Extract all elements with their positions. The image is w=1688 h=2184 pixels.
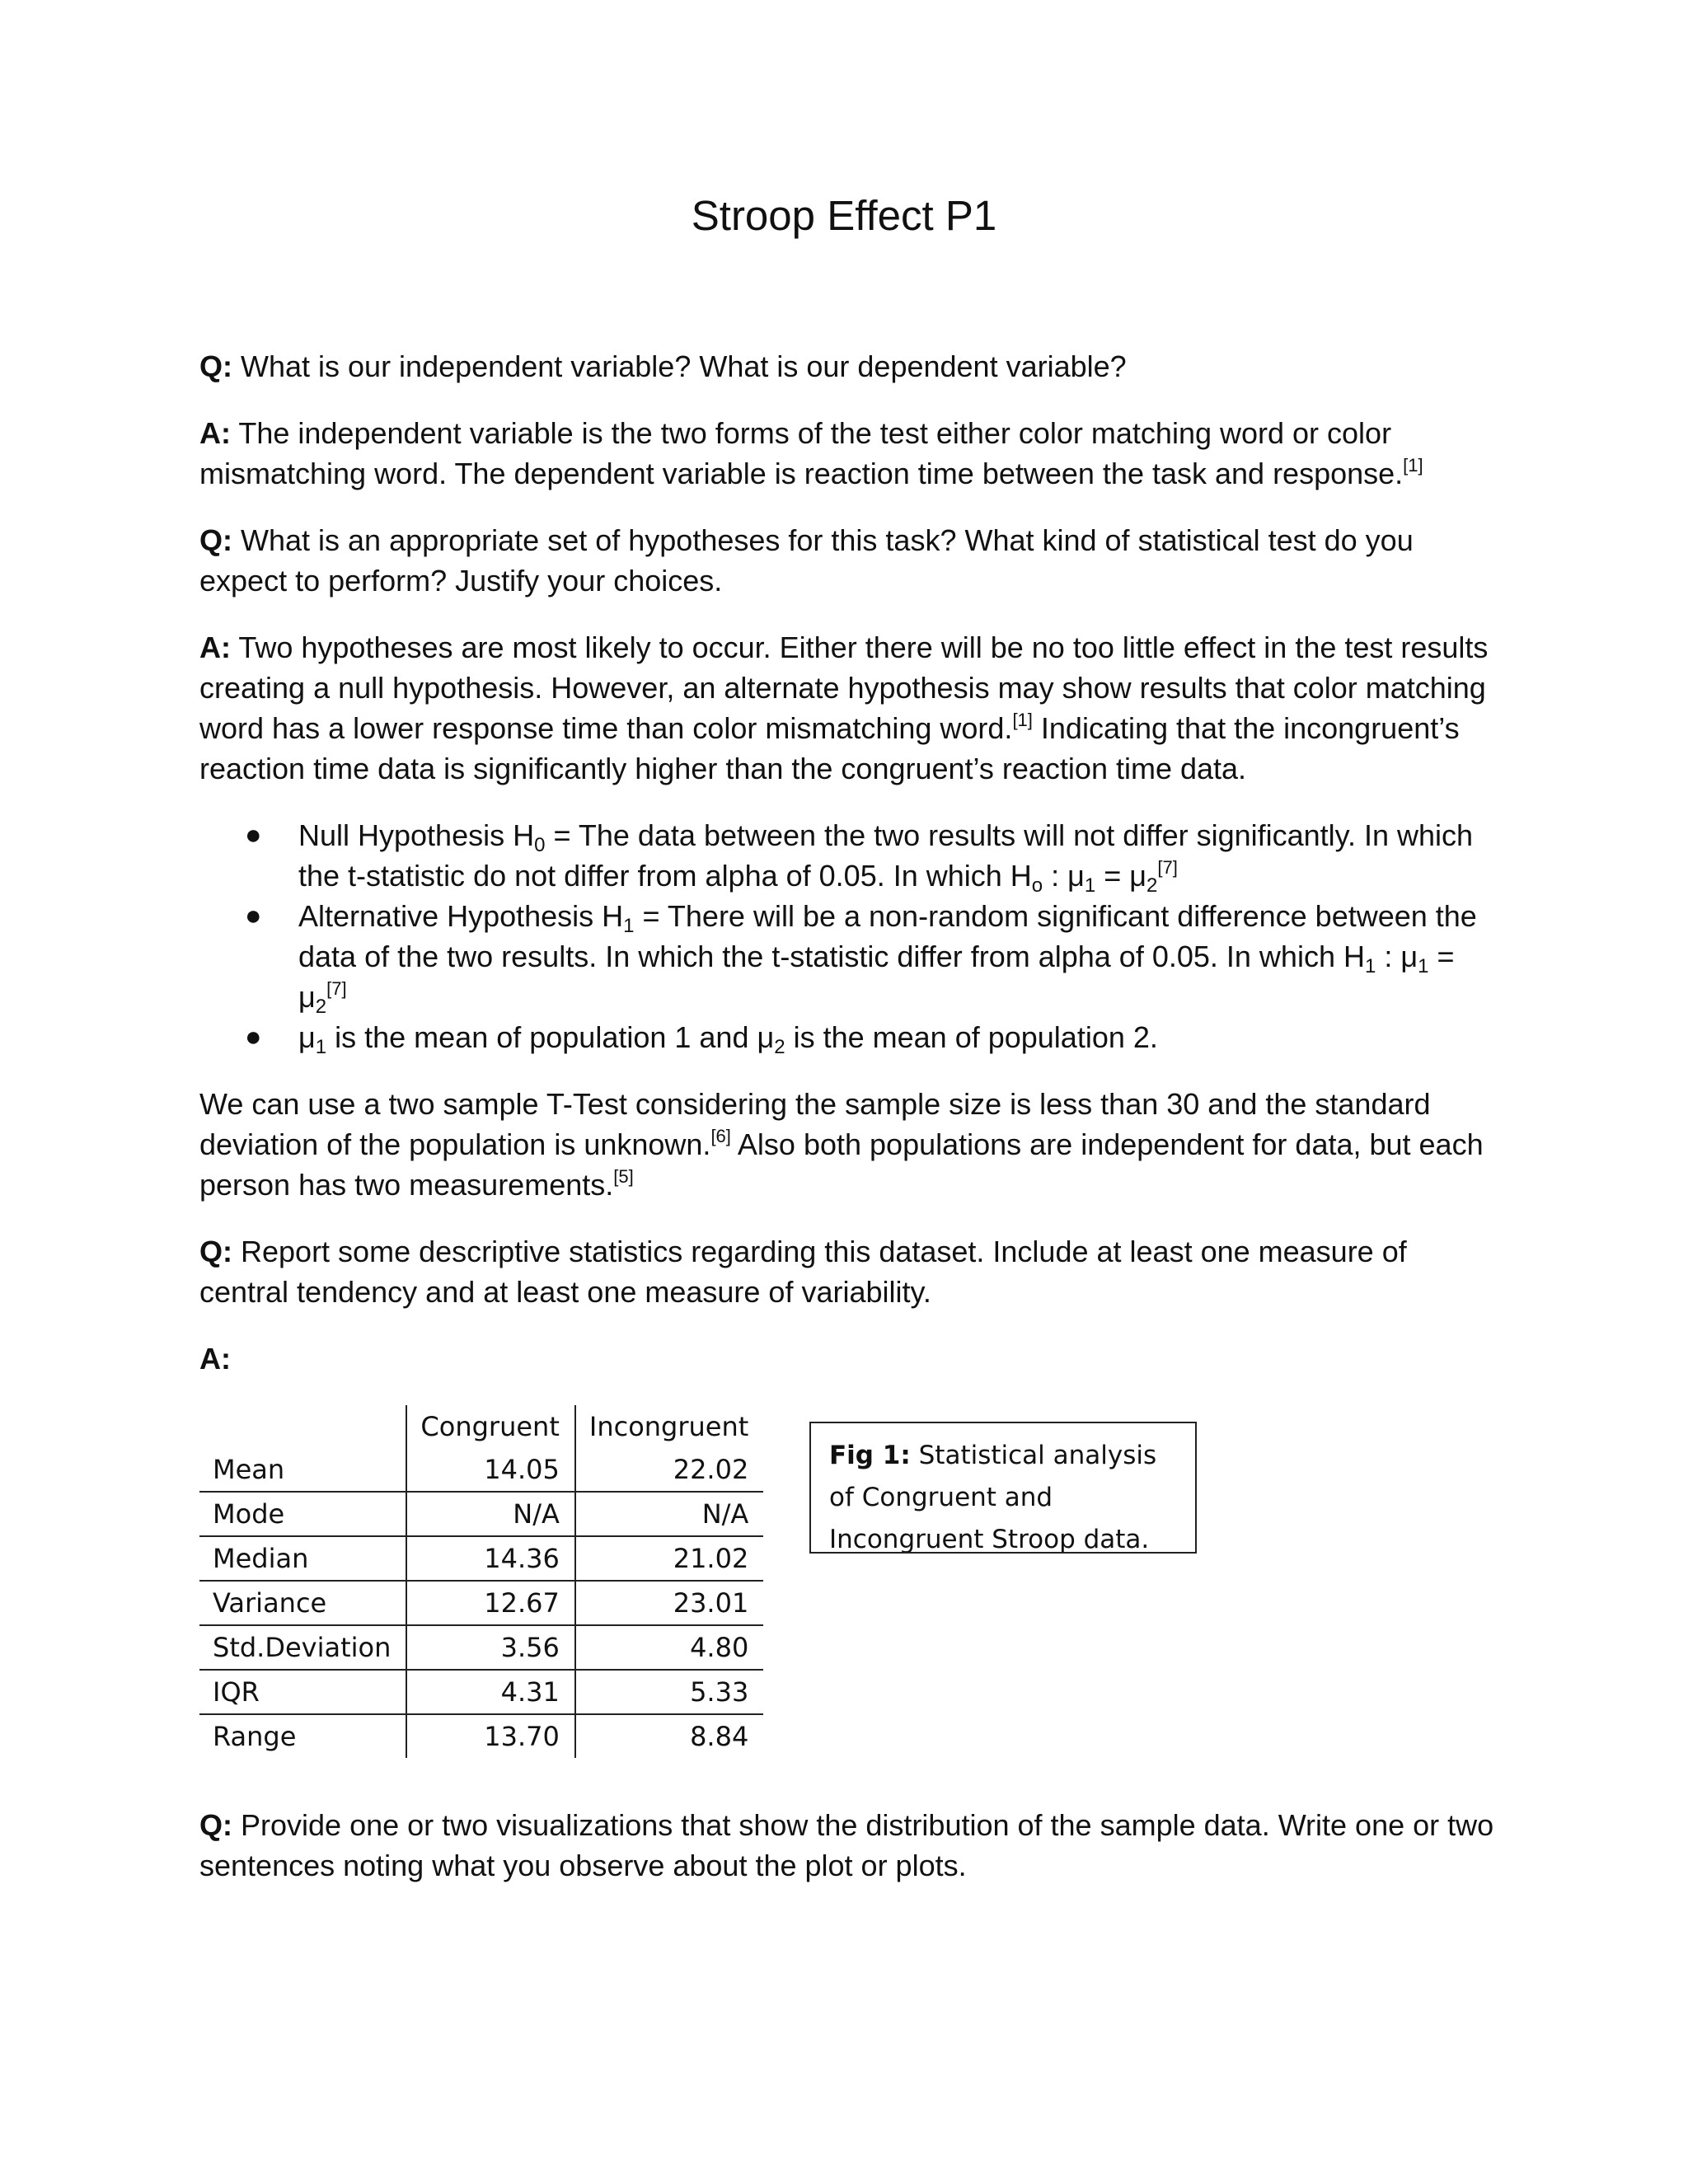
figure-caption-box	[809, 1422, 1197, 1554]
citation-ref: [6]	[710, 1126, 731, 1146]
cell-congruent: 4.31	[406, 1670, 574, 1714]
subscript: 1	[1418, 955, 1429, 977]
column-header-congruent: Congruent	[406, 1405, 574, 1448]
subscript: 1	[623, 915, 635, 937]
question-label: Q:	[199, 523, 232, 557]
paragraph-text: We can use a two sample T-Test considering the sample size is less than 30 and the standard deviation of the population is unknown.	[199, 1087, 1431, 1161]
subscript: 2	[1146, 874, 1158, 897]
answer-text: Two hypotheses are most likely to occur. Either there will be no too little effect in the test results creating a null hypothesis. However, an alternate hypothesis may show results that color matching word has a lower response time than color mismatching word.	[199, 630, 1489, 745]
subscript: 0	[534, 834, 546, 856]
subscript: 2	[315, 996, 327, 1018]
list-item-text: = μ	[298, 940, 1455, 1014]
row-label: Mode	[199, 1492, 406, 1536]
row-label: Range	[213, 1721, 297, 1752]
table-row	[199, 1625, 763, 1670]
list-item-text: : μ	[1043, 859, 1085, 893]
subscript: 1	[1364, 955, 1376, 977]
table-row	[199, 1492, 763, 1536]
cell-incongruent: 4.80	[575, 1625, 763, 1670]
cell-congruent: N/A	[406, 1492, 574, 1536]
question-1	[199, 346, 1502, 387]
column-header-incongruent: Incongruent	[575, 1405, 763, 1448]
cell-incongruent: 8.84	[575, 1714, 763, 1758]
answer-2	[199, 627, 1502, 789]
table-header-empty	[199, 1405, 406, 1448]
row-label: Variance	[199, 1581, 406, 1625]
citation-ref: [7]	[1157, 857, 1178, 878]
cell-incongruent: N/A	[575, 1492, 763, 1536]
cell-congruent: 14.36	[406, 1536, 574, 1581]
question-4	[199, 1805, 1502, 1886]
question-label: Q:	[199, 1808, 232, 1842]
subscript: 1	[1084, 874, 1096, 897]
citation-ref: [5]	[613, 1166, 634, 1187]
question-label: Q:	[199, 349, 232, 383]
subscript: o	[1031, 874, 1043, 897]
descriptive-statistics-table	[199, 1405, 763, 1758]
answer-text-continued: Indicating that the incongruent’s reaction time data is significantly higher than the congruent’s reaction time data.	[199, 711, 1460, 785]
figure-label: Fig 1:	[829, 1441, 911, 1470]
document-body	[199, 346, 1502, 1912]
list-item-text: is the mean of population 1 and μ	[326, 1020, 775, 1054]
answer-text: The independent variable is the two forms of the test either color matching word or color mismatching word. The dependent variable is reaction time between the task and response.	[199, 416, 1404, 490]
cell-incongruent: 22.02	[575, 1448, 763, 1492]
table-header-row	[199, 1405, 763, 1448]
question-text: What is our independent variable? What is our dependent variable?	[232, 349, 1127, 383]
row-label: IQR	[199, 1670, 406, 1714]
table-row	[199, 1670, 763, 1714]
cell-congruent: 14.05	[406, 1448, 574, 1492]
list-item-text: Null Hypothesis H	[298, 818, 535, 852]
table-row	[199, 1536, 763, 1581]
question-3	[199, 1231, 1502, 1312]
paragraph-text: Also both populations are independent for data, but each person has two measurements.	[199, 1127, 1484, 1202]
row-label: Std.Deviation	[199, 1625, 406, 1670]
hypotheses-list	[199, 815, 1502, 1057]
list-item-text: μ	[298, 1020, 316, 1054]
list-item-text: is the mean of population 2.	[785, 1020, 1158, 1054]
cell-incongruent: 21.02	[575, 1536, 763, 1581]
answer-label: A:	[199, 1342, 231, 1376]
question-text: Provide one or two visualizations that show the distribution of the sample data. Write one or two sentences noting what you observe about the plot or plots.	[199, 1808, 1494, 1882]
cell-congruent: 12.67	[406, 1581, 574, 1625]
citation-ref: [7]	[326, 978, 347, 999]
list-item-text: = The data between the two results will not differ significantly. In which the t-statistic do not differ from alpha of 0.05. In which H	[298, 818, 1474, 893]
row-label: Mean	[199, 1448, 406, 1492]
cell-incongruent: 5.33	[575, 1670, 763, 1714]
subscript: 1	[315, 1036, 327, 1058]
list-item-alternative-hypothesis	[199, 896, 1502, 1017]
citation-ref: [1]	[1403, 455, 1423, 476]
cell-congruent: 3.56	[406, 1625, 574, 1670]
answer-label: A:	[199, 630, 231, 664]
subscript: 2	[774, 1036, 785, 1058]
table-row	[199, 1714, 763, 1758]
ttest-paragraph	[199, 1084, 1502, 1205]
table-row	[199, 1448, 763, 1492]
table-row	[199, 1581, 763, 1625]
answer-label: A:	[199, 416, 231, 450]
list-item-population-means	[199, 1017, 1502, 1057]
list-item-text: Alternative Hypothesis H	[298, 899, 624, 933]
answer-3	[199, 1338, 1502, 1379]
cell-incongruent: 23.01	[575, 1581, 763, 1625]
list-item-null-hypothesis	[199, 815, 1502, 896]
answer-1	[199, 413, 1502, 494]
bullet-icon: ●	[245, 819, 262, 851]
row-label: Median	[199, 1536, 406, 1581]
question-text: What is an appropriate set of hypotheses for this task? What kind of statistical test do you expect to perform? Justify your choices.	[199, 523, 1414, 598]
statistics-section	[199, 1405, 1502, 1760]
bullet-icon: ●	[245, 900, 262, 931]
question-2	[199, 520, 1502, 601]
bullet-icon: ●	[245, 1021, 262, 1052]
list-item-text: : μ	[1376, 940, 1418, 973]
figure-caption-text: Statistical analysis of Congruent and Incongruent Stroop data.	[829, 1441, 1157, 1554]
question-text: Report some descriptive statistics regarding this dataset. Include at least one measure of central tendency and at least one measure of variability.	[199, 1235, 1407, 1309]
list-item-text: = There will be a non-random significant difference between the data of the two results. In which the t-statistic differ from alpha of 0.05. In which H	[298, 899, 1477, 973]
question-label: Q:	[199, 1235, 232, 1268]
page-title: Stroop Effect P1	[691, 192, 997, 239]
citation-ref: [1]	[1012, 710, 1033, 730]
list-item-text: = μ	[1095, 859, 1147, 893]
cell-congruent: 13.70	[406, 1714, 574, 1758]
